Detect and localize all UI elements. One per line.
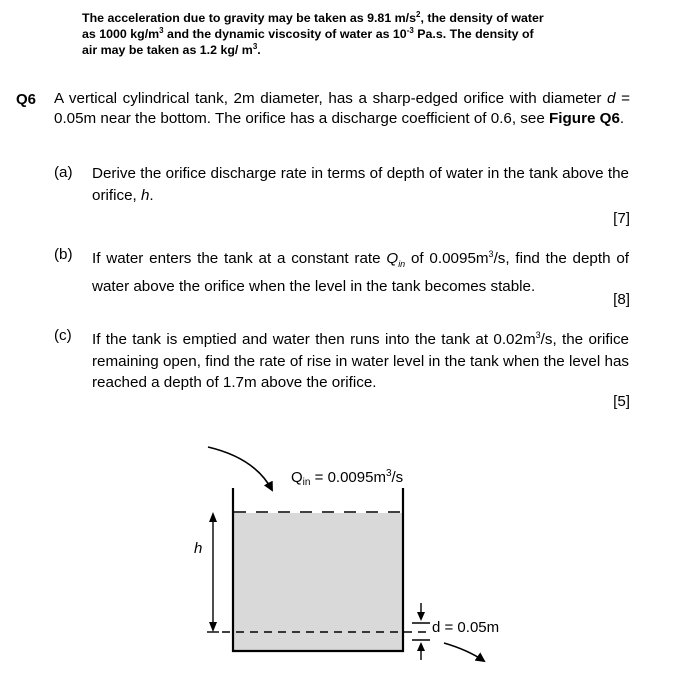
part-b-label: (b) <box>54 246 73 263</box>
part-a-label: (a) <box>54 164 73 181</box>
inflow-label: $Q_{in} = 0.0095m^3/s$ <box>291 468 404 488</box>
part-a-text: Derive the orifice discharge rate in terms of depth of water in the tank above the orifice, h. <box>92 165 629 204</box>
inflow-arrow-icon <box>208 447 272 490</box>
part-c-text: If the tank is emptied and water then runs into the tank at $0.02m^3/s$, the orifice remaining open, find the rate of rise in water level in the tank when the level has reached a depth of 1.7m above the orifice. <box>92 330 629 392</box>
header-line-1: The acceleration due to gravity may be taken as 9.81 $m/s^2$, the density of water <box>82 9 544 25</box>
part-b-text: If water enters the tank at a constant rate $Q_{in}$ of $0.0095m^3/s$, find the depth of water above the orifice when the level in the tank becomes stable. <box>92 249 629 295</box>
header-line-2: as 1000 $kg/m^3$ and the dynamic viscosity of water as $10^{-3}$ Pa.s. The density of <box>82 25 534 41</box>
part-a-marks: [7] <box>613 210 630 227</box>
h-arrow-down-icon <box>209 622 217 632</box>
h-label: h <box>194 540 203 557</box>
part-c-marks: [5] <box>613 393 630 410</box>
header-line-3: air may be taken as 1.2 kg/ $m^3$. <box>82 41 261 57</box>
h-arrow-up-icon <box>209 512 217 522</box>
question-number: Q6 <box>16 91 37 108</box>
water-fill <box>234 513 403 650</box>
d-arrow-down-icon <box>417 612 425 621</box>
question-text: A vertical cylindrical tank, 2m diameter, has a sharp-edged orifice with diameter d = 0.05m near the bottom. The orifice has a discharge coefficient of 0.6, see Figure Q6. <box>54 90 630 127</box>
part-b-marks: [8] <box>613 291 630 308</box>
outflow-arrow-icon <box>444 643 484 661</box>
d-arrow-up-icon <box>417 642 425 651</box>
part-c-label: (c) <box>54 327 72 344</box>
d-label: d = 0.05m <box>432 619 500 636</box>
